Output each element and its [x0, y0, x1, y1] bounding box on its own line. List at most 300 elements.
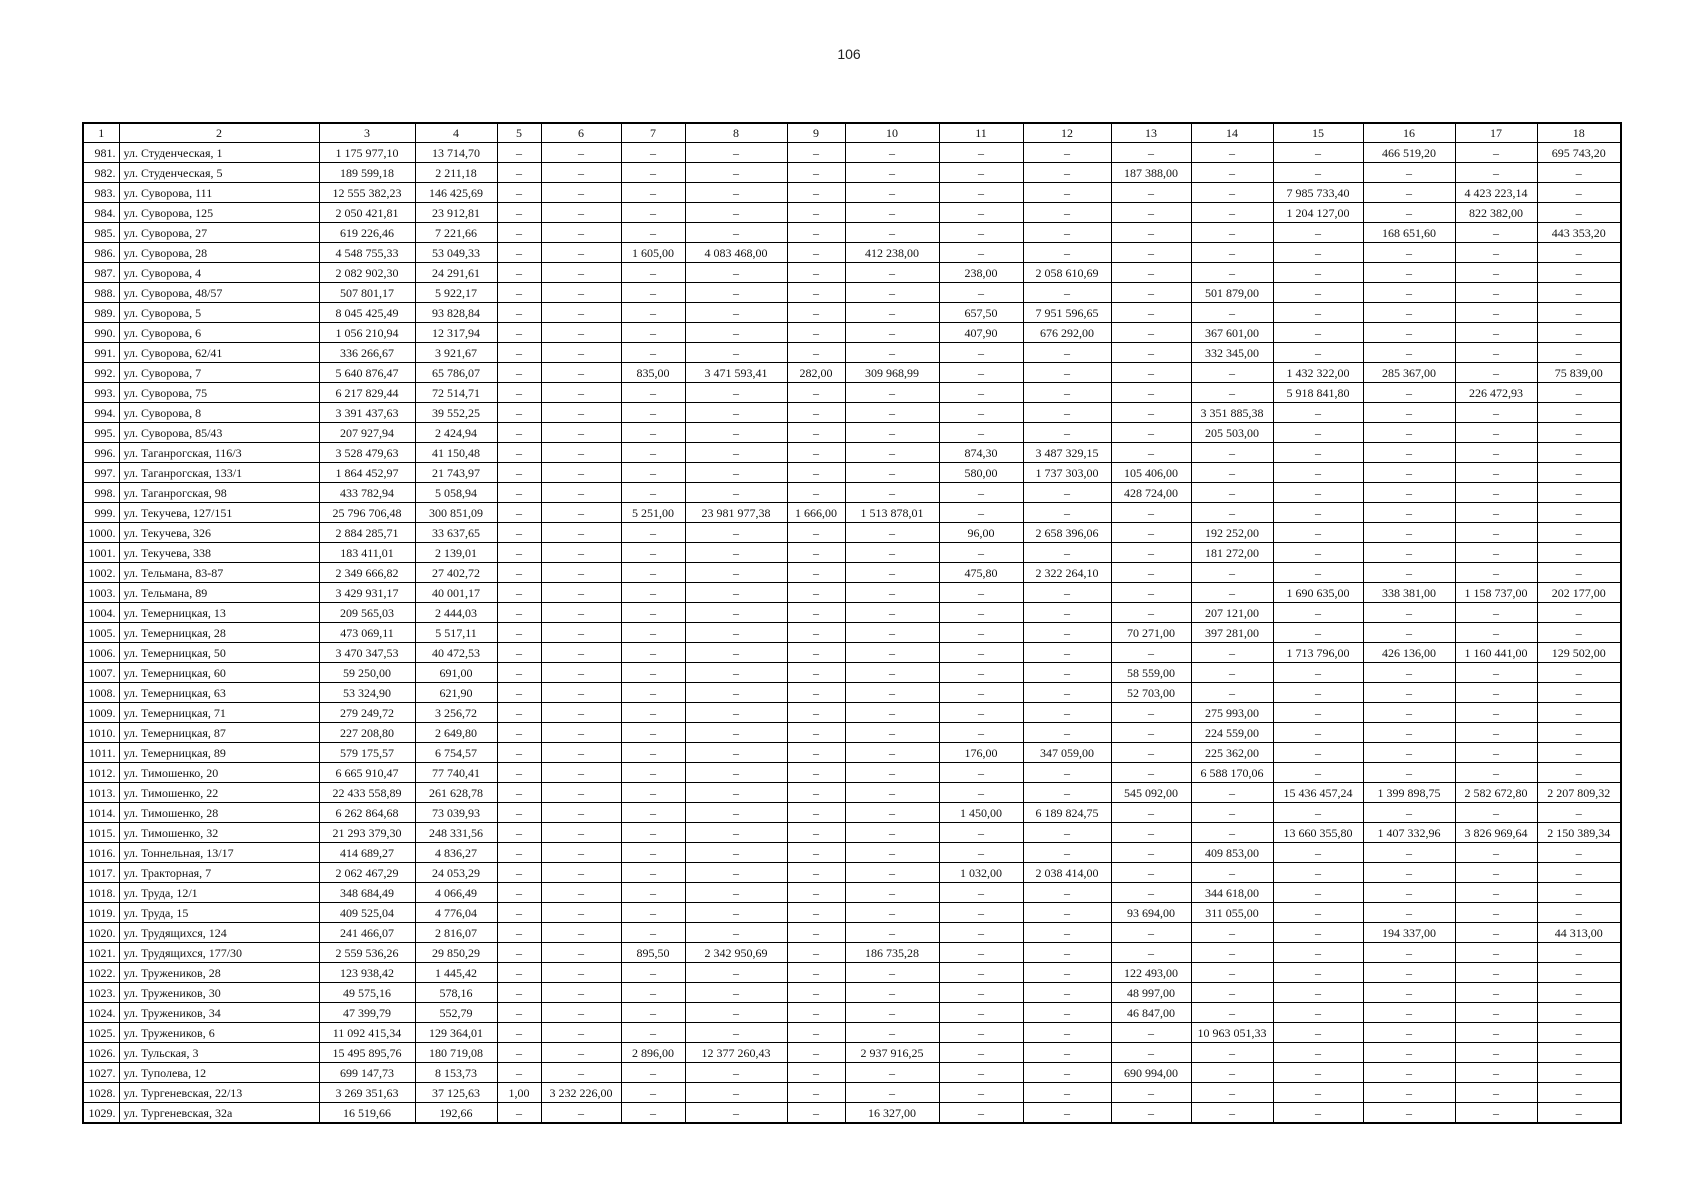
row-number-cell: 990. [83, 323, 119, 343]
amount-cell-col-12: – [1023, 1003, 1111, 1023]
amount-cell-col-12: 2 038 414,00 [1023, 863, 1111, 883]
amount-cell-col-14: 207 121,00 [1191, 603, 1273, 623]
row-number-cell: 992. [83, 363, 119, 383]
amount-cell-col-9: – [787, 703, 845, 723]
table-row [83, 243, 1621, 263]
amount-cell-col-12: 676 292,00 [1023, 323, 1111, 343]
amount-cell-col-7: – [621, 1083, 685, 1103]
amount-cell-col-9: – [787, 243, 845, 263]
address-cell: ул. Текучева, 127/151 [119, 503, 319, 523]
amount-cell-col-18: – [1537, 1043, 1621, 1063]
amount-cell-col-4: 41 150,48 [415, 443, 497, 463]
amount-cell-col-9: – [787, 543, 845, 563]
amount-cell-col-15: – [1273, 423, 1363, 443]
amount-cell-col-12: 3 487 329,15 [1023, 443, 1111, 463]
amount-cell-col-7: – [621, 663, 685, 683]
amount-cell-col-9: – [787, 583, 845, 603]
amount-cell-col-16: – [1363, 323, 1455, 343]
amount-cell-col-10: – [845, 643, 939, 663]
amount-cell-col-10: – [845, 803, 939, 823]
amount-cell-col-13: 48 997,00 [1111, 983, 1191, 1003]
amount-cell-col-17: 226 472,93 [1455, 383, 1537, 403]
amount-cell-col-11: – [939, 983, 1023, 1003]
amount-cell-col-11: – [939, 843, 1023, 863]
amount-cell-col-7: – [621, 923, 685, 943]
amount-cell-col-18: – [1537, 283, 1621, 303]
amount-cell-col-15: – [1273, 903, 1363, 923]
amount-cell-col-15: – [1273, 623, 1363, 643]
amount-cell-col-8: – [685, 603, 787, 623]
amount-cell-col-11: – [939, 163, 1023, 183]
row-number-cell: 995. [83, 423, 119, 443]
amount-cell-col-18: – [1537, 443, 1621, 463]
amount-cell-col-4: 21 743,97 [415, 463, 497, 483]
address-cost-table [82, 122, 1622, 1124]
amount-cell-col-7: – [621, 583, 685, 603]
amount-cell-col-18: – [1537, 1023, 1621, 1043]
amount-cell-col-9: – [787, 1083, 845, 1103]
amount-cell-col-6: – [541, 683, 621, 703]
address-cell: ул. Темерницкая, 71 [119, 703, 319, 723]
amount-cell-col-9: – [787, 943, 845, 963]
address-cell: ул. Тельмана, 83-87 [119, 563, 319, 583]
amount-cell-col-9: – [787, 563, 845, 583]
amount-cell-col-7: – [621, 603, 685, 623]
amount-cell-col-10: – [845, 523, 939, 543]
amount-cell-col-13: 122 493,00 [1111, 963, 1191, 983]
amount-cell-col-5: – [497, 883, 541, 903]
amount-cell-col-4: 7 221,66 [415, 223, 497, 243]
amount-cell-col-15: – [1273, 443, 1363, 463]
amount-cell-col-14: 6 588 170,06 [1191, 763, 1273, 783]
row-number-cell: 1027. [83, 1063, 119, 1083]
amount-cell-col-4: 578,16 [415, 983, 497, 1003]
amount-cell-col-9: – [787, 603, 845, 623]
amount-cell-col-12: – [1023, 923, 1111, 943]
amount-cell-col-10: – [845, 1083, 939, 1103]
address-cell: ул. Суворова, 27 [119, 223, 319, 243]
column-header-10: 10 [845, 123, 939, 143]
amount-cell-col-4: 65 786,07 [415, 363, 497, 383]
amount-cell-col-18: – [1537, 543, 1621, 563]
amount-cell-col-15: – [1273, 163, 1363, 183]
amount-cell-col-13: – [1111, 223, 1191, 243]
amount-cell-col-8: 4 083 468,00 [685, 243, 787, 263]
amount-cell-col-7: – [621, 203, 685, 223]
amount-cell-col-10: – [845, 863, 939, 883]
amount-cell-col-5: – [497, 903, 541, 923]
address-cell: ул. Темерницкая, 60 [119, 663, 319, 683]
amount-cell-col-18: – [1537, 383, 1621, 403]
amount-cell-col-11: – [939, 423, 1023, 443]
amount-cell-col-6: – [541, 863, 621, 883]
table-row [83, 843, 1621, 863]
amount-cell-col-10: 412 238,00 [845, 243, 939, 263]
amount-cell-col-3: 409 525,04 [319, 903, 415, 923]
address-cell: ул. Тимошенко, 32 [119, 823, 319, 843]
amount-cell-col-15: 15 436 457,24 [1273, 783, 1363, 803]
amount-cell-col-16: – [1363, 383, 1455, 403]
amount-cell-col-8: – [685, 923, 787, 943]
amount-cell-col-7: 1 605,00 [621, 243, 685, 263]
amount-cell-col-4: 40 001,17 [415, 583, 497, 603]
amount-cell-col-7: – [621, 703, 685, 723]
amount-cell-col-13: – [1111, 743, 1191, 763]
amount-cell-col-18: – [1537, 723, 1621, 743]
table-row [83, 503, 1621, 523]
amount-cell-col-16: – [1363, 623, 1455, 643]
amount-cell-col-7: – [621, 623, 685, 643]
amount-cell-col-16: – [1363, 1003, 1455, 1023]
amount-cell-col-17: – [1455, 163, 1537, 183]
table-row [83, 663, 1621, 683]
amount-cell-col-5: – [497, 743, 541, 763]
address-cell: ул. Таганрогская, 98 [119, 483, 319, 503]
amount-cell-col-12: – [1023, 643, 1111, 663]
amount-cell-col-11: – [939, 1103, 1023, 1124]
amount-cell-col-7: – [621, 543, 685, 563]
amount-cell-col-17: – [1455, 843, 1537, 863]
amount-cell-col-5: – [497, 263, 541, 283]
column-header-18: 18 [1537, 123, 1621, 143]
amount-cell-col-6: – [541, 163, 621, 183]
amount-cell-col-8: – [685, 523, 787, 543]
amount-cell-col-3: 3 470 347,53 [319, 643, 415, 663]
row-number-cell: 1011. [83, 743, 119, 763]
amount-cell-col-6: – [541, 623, 621, 643]
amount-cell-col-12: – [1023, 183, 1111, 203]
amount-cell-col-10: – [845, 703, 939, 723]
amount-cell-col-11: – [939, 703, 1023, 723]
amount-cell-col-14: – [1191, 183, 1273, 203]
amount-cell-col-8: – [685, 1063, 787, 1083]
amount-cell-col-16: – [1363, 863, 1455, 883]
amount-cell-col-15: – [1273, 483, 1363, 503]
amount-cell-col-18: – [1537, 683, 1621, 703]
amount-cell-col-8: – [685, 663, 787, 683]
amount-cell-col-15: – [1273, 723, 1363, 743]
amount-cell-col-8: – [685, 383, 787, 403]
amount-cell-col-3: 11 092 415,34 [319, 1023, 415, 1043]
row-number-cell: 983. [83, 183, 119, 203]
amount-cell-col-17: – [1455, 503, 1537, 523]
amount-cell-col-3: 414 689,27 [319, 843, 415, 863]
amount-cell-col-15: – [1273, 283, 1363, 303]
amount-cell-col-7: – [621, 323, 685, 343]
amount-cell-col-13: – [1111, 563, 1191, 583]
amount-cell-col-11: – [939, 683, 1023, 703]
amount-cell-col-13: – [1111, 1103, 1191, 1124]
amount-cell-col-14: – [1191, 463, 1273, 483]
amount-cell-col-15: – [1273, 1023, 1363, 1043]
amount-cell-col-3: 1 175 977,10 [319, 143, 415, 163]
amount-cell-col-7: – [621, 223, 685, 243]
amount-cell-col-14: – [1191, 563, 1273, 583]
amount-cell-col-11: – [939, 183, 1023, 203]
amount-cell-col-16: – [1363, 403, 1455, 423]
amount-cell-col-16: – [1363, 1063, 1455, 1083]
amount-cell-col-3: 433 782,94 [319, 483, 415, 503]
amount-cell-col-6: – [541, 503, 621, 523]
amount-cell-col-8: – [685, 343, 787, 363]
amount-cell-col-18: 2 150 389,34 [1537, 823, 1621, 843]
amount-cell-col-4: 4 066,49 [415, 883, 497, 903]
amount-cell-col-14: – [1191, 683, 1273, 703]
amount-cell-col-17: – [1455, 1023, 1537, 1043]
amount-cell-col-16: – [1363, 523, 1455, 543]
amount-cell-col-8: – [685, 423, 787, 443]
amount-cell-col-4: 39 552,25 [415, 403, 497, 423]
amount-cell-col-7: – [621, 883, 685, 903]
amount-cell-col-10: – [845, 483, 939, 503]
amount-cell-col-12: – [1023, 703, 1111, 723]
amount-cell-col-8: – [685, 803, 787, 823]
amount-cell-col-13: – [1111, 943, 1191, 963]
amount-cell-col-7: – [621, 343, 685, 363]
amount-cell-col-10: 309 968,99 [845, 363, 939, 383]
amount-cell-col-7: – [621, 963, 685, 983]
amount-cell-col-9: – [787, 383, 845, 403]
amount-cell-col-13: – [1111, 383, 1191, 403]
amount-cell-col-16: – [1363, 503, 1455, 523]
amount-cell-col-4: 146 425,69 [415, 183, 497, 203]
row-number-cell: 1007. [83, 663, 119, 683]
amount-cell-col-5: – [497, 243, 541, 263]
amount-cell-col-14: – [1191, 1083, 1273, 1103]
amount-cell-col-6: – [541, 963, 621, 983]
amount-cell-col-18: – [1537, 403, 1621, 423]
amount-cell-col-8: 23 981 977,38 [685, 503, 787, 523]
amount-cell-col-13: 70 271,00 [1111, 623, 1191, 643]
amount-cell-col-16: – [1363, 263, 1455, 283]
amount-cell-col-17: – [1455, 563, 1537, 583]
amount-cell-col-17: – [1455, 983, 1537, 1003]
amount-cell-col-12: – [1023, 223, 1111, 243]
amount-cell-col-14: – [1191, 943, 1273, 963]
table-row [83, 743, 1621, 763]
amount-cell-col-8: – [685, 1103, 787, 1124]
row-number-cell: 998. [83, 483, 119, 503]
amount-cell-col-11: – [939, 663, 1023, 683]
amount-cell-col-13: – [1111, 283, 1191, 303]
amount-cell-col-18: – [1537, 603, 1621, 623]
amount-cell-col-14: – [1191, 143, 1273, 163]
amount-cell-col-8: – [685, 583, 787, 603]
amount-cell-col-6: – [541, 783, 621, 803]
amount-cell-col-5: – [497, 963, 541, 983]
amount-cell-col-3: 15 495 895,76 [319, 1043, 415, 1063]
amount-cell-col-18: 202 177,00 [1537, 583, 1621, 603]
amount-cell-col-5: – [497, 203, 541, 223]
amount-cell-col-9: – [787, 463, 845, 483]
amount-cell-col-11: 238,00 [939, 263, 1023, 283]
amount-cell-col-8: – [685, 843, 787, 863]
amount-cell-col-13: – [1111, 1043, 1191, 1063]
amount-cell-col-18: – [1537, 703, 1621, 723]
amount-cell-col-12: – [1023, 823, 1111, 843]
amount-cell-col-12: – [1023, 343, 1111, 363]
amount-cell-col-5: – [497, 543, 541, 563]
amount-cell-col-16: – [1363, 423, 1455, 443]
amount-cell-col-10: – [845, 143, 939, 163]
amount-cell-col-4: 23 912,81 [415, 203, 497, 223]
amount-cell-col-18: 443 353,20 [1537, 223, 1621, 243]
amount-cell-col-18: – [1537, 743, 1621, 763]
amount-cell-col-6: – [541, 883, 621, 903]
amount-cell-col-12: – [1023, 883, 1111, 903]
table-row [83, 223, 1621, 243]
column-header-6: 6 [541, 123, 621, 143]
table-row [83, 203, 1621, 223]
amount-cell-col-16: 338 381,00 [1363, 583, 1455, 603]
amount-cell-col-12: – [1023, 843, 1111, 863]
amount-cell-col-10: – [845, 283, 939, 303]
amount-cell-col-11: – [939, 483, 1023, 503]
amount-cell-col-12: 2 058 610,69 [1023, 263, 1111, 283]
column-header-11: 11 [939, 123, 1023, 143]
amount-cell-col-7: – [621, 723, 685, 743]
amount-cell-col-5: – [497, 503, 541, 523]
amount-cell-col-6: – [541, 1003, 621, 1023]
amount-cell-col-7: – [621, 1103, 685, 1124]
amount-cell-col-11: 1 450,00 [939, 803, 1023, 823]
amount-cell-col-3: 3 269 351,63 [319, 1083, 415, 1103]
amount-cell-col-14: 192 252,00 [1191, 523, 1273, 543]
amount-cell-col-17: – [1455, 1103, 1537, 1124]
amount-cell-col-12: 1 737 303,00 [1023, 463, 1111, 483]
amount-cell-col-4: 6 754,57 [415, 743, 497, 763]
amount-cell-col-13: – [1111, 603, 1191, 623]
address-cell: ул. Темерницкая, 28 [119, 623, 319, 643]
row-number-cell: 1016. [83, 843, 119, 863]
amount-cell-col-10: 2 937 916,25 [845, 1043, 939, 1063]
amount-cell-col-12: – [1023, 1103, 1111, 1124]
amount-cell-col-3: 59 250,00 [319, 663, 415, 683]
amount-cell-col-4: 27 402,72 [415, 563, 497, 583]
amount-cell-col-7: – [621, 823, 685, 843]
amount-cell-col-16: – [1363, 1083, 1455, 1103]
amount-cell-col-18: – [1537, 1103, 1621, 1124]
amount-cell-col-10: 1 513 878,01 [845, 503, 939, 523]
amount-cell-col-4: 248 331,56 [415, 823, 497, 843]
table-row [83, 303, 1621, 323]
amount-cell-col-17: – [1455, 403, 1537, 423]
amount-cell-col-15: – [1273, 743, 1363, 763]
amount-cell-col-15: – [1273, 603, 1363, 623]
amount-cell-col-8: – [685, 143, 787, 163]
amount-cell-col-9: – [787, 963, 845, 983]
row-number-cell: 1022. [83, 963, 119, 983]
row-number-cell: 1004. [83, 603, 119, 623]
amount-cell-col-11: – [939, 283, 1023, 303]
table-row [83, 683, 1621, 703]
amount-cell-col-9: – [787, 823, 845, 843]
amount-cell-col-17: – [1455, 223, 1537, 243]
amount-cell-col-17: – [1455, 323, 1537, 343]
amount-cell-col-18: – [1537, 203, 1621, 223]
amount-cell-col-16: 426 136,00 [1363, 643, 1455, 663]
amount-cell-col-11: – [939, 1063, 1023, 1083]
column-header-9: 9 [787, 123, 845, 143]
amount-cell-col-13: 187 388,00 [1111, 163, 1191, 183]
row-number-cell: 1012. [83, 763, 119, 783]
amount-cell-col-13: – [1111, 143, 1191, 163]
row-number-cell: 994. [83, 403, 119, 423]
amount-cell-col-5: – [497, 623, 541, 643]
amount-cell-col-14: – [1191, 823, 1273, 843]
amount-cell-col-15: – [1273, 683, 1363, 703]
amount-cell-col-4: 5 517,11 [415, 623, 497, 643]
amount-cell-col-7: – [621, 1003, 685, 1023]
amount-cell-col-6: – [541, 603, 621, 623]
amount-cell-col-14: 205 503,00 [1191, 423, 1273, 443]
amount-cell-col-9: – [787, 783, 845, 803]
amount-cell-col-18: – [1537, 623, 1621, 643]
amount-cell-col-14: 10 963 051,33 [1191, 1023, 1273, 1043]
amount-cell-col-15: 13 660 355,80 [1273, 823, 1363, 843]
amount-cell-col-5: – [497, 583, 541, 603]
address-cell: ул. Тружеников, 30 [119, 983, 319, 1003]
amount-cell-col-3: 6 262 864,68 [319, 803, 415, 823]
amount-cell-col-18: 44 313,00 [1537, 923, 1621, 943]
amount-cell-col-5: – [497, 1063, 541, 1083]
row-number-cell: 1019. [83, 903, 119, 923]
address-cell: ул. Темерницкая, 89 [119, 743, 319, 763]
amount-cell-col-9: – [787, 1023, 845, 1043]
amount-cell-col-10: – [845, 843, 939, 863]
amount-cell-col-16: – [1363, 763, 1455, 783]
amount-cell-col-17: 822 382,00 [1455, 203, 1537, 223]
amount-cell-col-12: – [1023, 623, 1111, 643]
amount-cell-col-14: 367 601,00 [1191, 323, 1273, 343]
amount-cell-col-14: – [1191, 263, 1273, 283]
amount-cell-col-7: 895,50 [621, 943, 685, 963]
amount-cell-col-16: – [1363, 883, 1455, 903]
amount-cell-col-14: – [1191, 443, 1273, 463]
amount-cell-col-14: – [1191, 223, 1273, 243]
amount-cell-col-17: – [1455, 343, 1537, 363]
amount-cell-col-12: – [1023, 603, 1111, 623]
amount-cell-col-3: 279 249,72 [319, 703, 415, 723]
amount-cell-col-10: – [845, 743, 939, 763]
amount-cell-col-14: – [1191, 483, 1273, 503]
amount-cell-col-7: – [621, 1063, 685, 1083]
amount-cell-col-10: – [845, 683, 939, 703]
amount-cell-col-5: – [497, 403, 541, 423]
column-number-header-row [83, 123, 1621, 143]
amount-cell-col-3: 49 575,16 [319, 983, 415, 1003]
amount-cell-col-12: – [1023, 723, 1111, 743]
amount-cell-col-9: – [787, 843, 845, 863]
amount-cell-col-10: – [845, 543, 939, 563]
amount-cell-col-11: – [939, 203, 1023, 223]
amount-cell-col-5: – [497, 563, 541, 583]
row-number-cell: 993. [83, 383, 119, 403]
amount-cell-col-9: – [787, 523, 845, 543]
amount-cell-col-13: – [1111, 583, 1191, 603]
row-number-cell: 1026. [83, 1043, 119, 1063]
amount-cell-col-18: – [1537, 523, 1621, 543]
table-row [83, 903, 1621, 923]
amount-cell-col-5: – [497, 523, 541, 543]
amount-cell-col-6: – [541, 703, 621, 723]
amount-cell-col-16: – [1363, 963, 1455, 983]
amount-cell-col-4: 2 816,07 [415, 923, 497, 943]
amount-cell-col-9: – [787, 483, 845, 503]
address-cell: ул. Суворова, 8 [119, 403, 319, 423]
amount-cell-col-4: 2 424,94 [415, 423, 497, 443]
amount-cell-col-14: – [1191, 363, 1273, 383]
